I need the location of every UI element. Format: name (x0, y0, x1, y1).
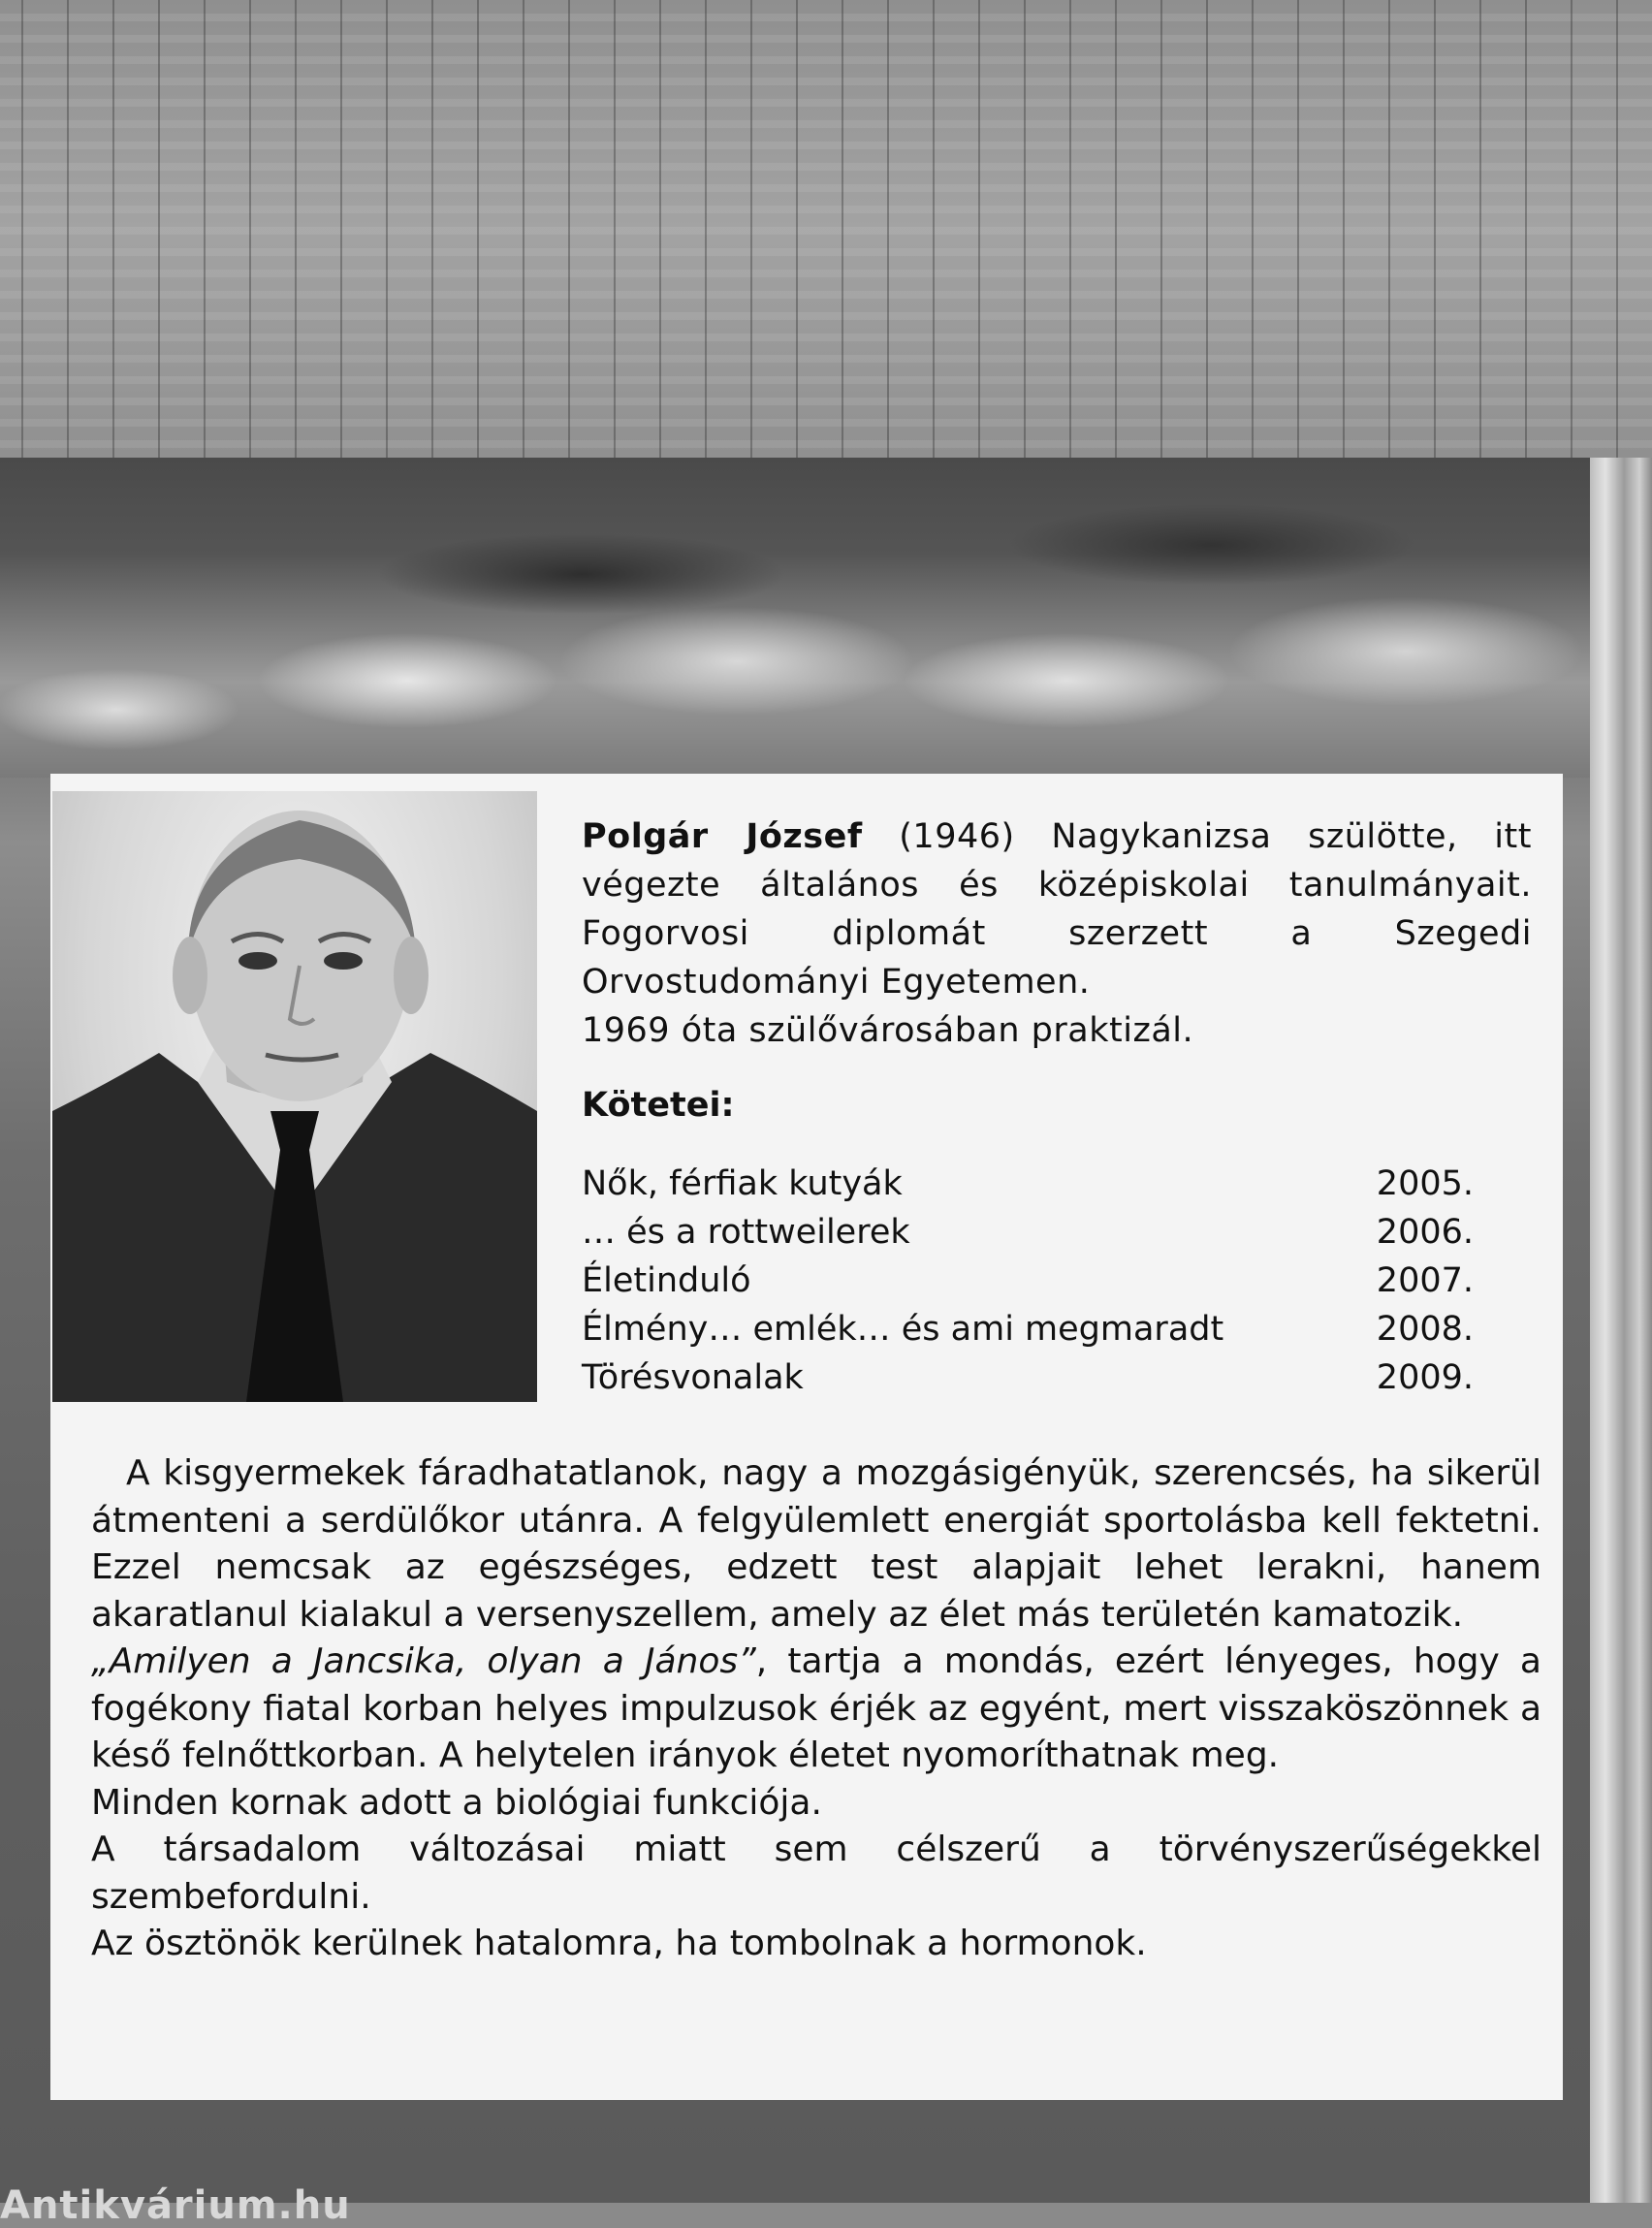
watermark: Antikvárium.hu (0, 2183, 351, 2228)
author-portrait (52, 791, 537, 1402)
author-practice: 1969 óta szülővárosában praktizál. (582, 1011, 1194, 1050)
fabric-background (0, 0, 1652, 504)
volume-year: 2007. (1376, 1261, 1474, 1300)
volume-title: Nők, férfiak kutyák (582, 1164, 903, 1203)
volume-title: … és a rottweilerek (582, 1213, 910, 1252)
volume-row (582, 1305, 1474, 1353)
sea-waves-image (0, 458, 1590, 778)
blurb-paragraph-3: Minden kornak adott a biológiai funkciója. (91, 1782, 822, 1823)
volume-row (582, 1353, 1474, 1402)
volume-row (582, 1208, 1474, 1257)
volume-year: 2008. (1376, 1310, 1474, 1349)
volume-row (582, 1257, 1474, 1305)
blurb-paragraph-2-text: , tartja a mondás, ezért lényeges, hogy a fogékony fiatal korban helyes impulzusok érjék az egyént, mert visszaköszönnek a késő felnőttkorban. A helytelen irányok életet nyomoríthatnak meg. (91, 1641, 1541, 1775)
book-spine (1590, 458, 1652, 2203)
portrait-illustration (52, 791, 537, 1402)
volume-year: 2006. (1376, 1213, 1474, 1252)
blurb-quote: „Amilyen a Jancsika, olyan a János” (91, 1641, 756, 1681)
volume-year: 2009. (1376, 1358, 1474, 1397)
volume-title: Életinduló (582, 1261, 751, 1300)
volumes-list (582, 1160, 1474, 1402)
volume-title: Törésvonalak (582, 1358, 804, 1397)
author-bio-text: (1946) Nagykanizsa szülötte, itt végezte általános és középiskolai tanulmányait. Fogorvosi diplomát szerzett a Szegedi Orvostudományi Egyetemen. (582, 817, 1532, 1002)
blurb-paragraph-4: A társadalom változásai miatt sem célszerű a törvényszerűségekkel szembefordulni. (91, 1830, 1541, 1917)
blurb-paragraph-5: Az ösztönök kerülnek hatalomra, ha tombolnak a hormonok. (91, 1924, 1147, 1963)
volume-row (582, 1160, 1474, 1208)
volume-year: 2005. (1376, 1164, 1474, 1203)
author-name: Polgár József (582, 817, 863, 856)
blurb-paragraph-1: A kisgyermekek fáradhatatlanok, nagy a mozgásigényük, szerencsés, ha sikerül átmenteni a serdülőkor utánra. A felgyülemlett energiát sportolásba kell fektetni. Ezzel nemcsak az egészséges, edzett test alapjait lehet lerakni, hanem akaratlanul kialakul a versenyszellem, amely az élet más területén kamatozik. (91, 1453, 1541, 1635)
blurb-paragraph-2 (91, 1639, 1541, 1780)
volume-title: Élmény… emlék… és ami megmaradt (582, 1310, 1224, 1349)
author-bio (582, 812, 1532, 1055)
blurb (91, 1450, 1541, 1968)
volumes-heading: Kötetei: (582, 1086, 735, 1125)
